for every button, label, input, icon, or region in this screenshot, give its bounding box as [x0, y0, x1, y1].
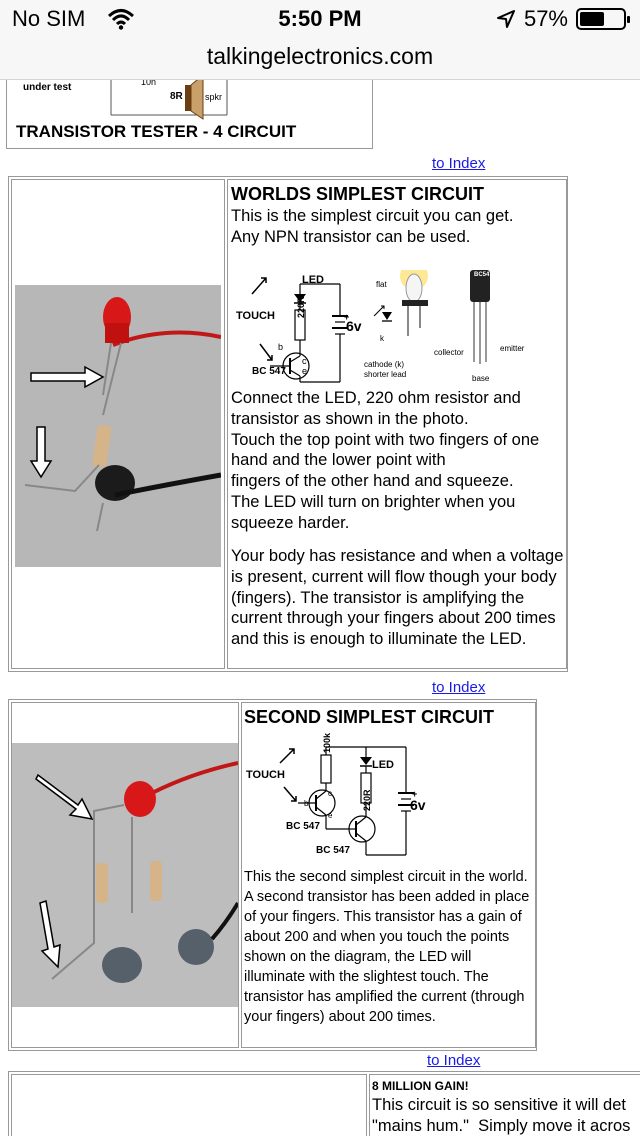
diag2-touch: TOUCH	[246, 769, 285, 781]
section-worlds-simplest	[8, 176, 568, 672]
section-title-2: SECOND SIMPLEST CIRCUIT	[244, 707, 495, 727]
diag1-emitter: emitter	[500, 344, 525, 353]
section-body-4: This circuit is so sensitive it will det "mains hum." Simply move it acros	[372, 1096, 631, 1135]
two-transistor-photo	[12, 743, 238, 1007]
diag1-touch: TOUCH	[236, 310, 275, 322]
diag1-plus: +	[344, 312, 350, 322]
status-time: 5:50 PM	[278, 6, 362, 31]
diag2-100k: 100k	[322, 732, 332, 753]
diag2-led: LED	[372, 759, 394, 771]
diag2-volt: 6v	[410, 797, 426, 813]
photo-cell-3	[11, 1074, 367, 1136]
tester-caption: TRANSISTOR TESTER - 4 CIRCUIT	[16, 122, 297, 141]
diag2-c: c	[328, 789, 332, 798]
label-10n: 10n	[141, 80, 157, 87]
photo-cell-2	[11, 702, 239, 1048]
circuit-photo-2	[12, 743, 238, 1007]
carrier-label: No SIM	[12, 6, 86, 31]
section-body-2: Your body has resistance and when a voltage is present, current will flow though your body (fingers). The transistor is amplifying the current through your fingers about 200 times and this is enough to illuminate the LED.	[231, 547, 564, 649]
section-body-1: Connect the LED, 220 ohm resistor and transistor as shown in the photo. Touch the top point with two fingers of one hand and the lower point with fingers of the other hand and squeeze. The LED will turn on brighter when you squeeze harder.	[231, 389, 540, 532]
battery-fill	[580, 12, 604, 26]
text-cell	[227, 179, 567, 669]
to-index-link-3[interactable]: to Index	[427, 1052, 481, 1069]
diag1-flat: flat	[376, 280, 387, 289]
diag2-bc2: BC 547	[316, 845, 350, 856]
diag1-k: k	[380, 334, 384, 343]
to-index-link-1[interactable]: to Index	[432, 155, 486, 172]
diag1-pkg: BC547	[474, 272, 493, 278]
section-title: WORLDS SIMPLEST CIRCUIT	[231, 184, 484, 204]
diag1-e: e	[302, 366, 308, 376]
text-cell-3	[369, 1074, 640, 1136]
web-page	[0, 80, 640, 1136]
diag1-b: b	[278, 342, 284, 352]
circuit-photo-1	[15, 285, 221, 567]
label-spkr: spkr	[205, 92, 223, 102]
section-intro: This is the simplest circuit you can get. Any NPN transistor can be used.	[231, 207, 514, 246]
section-title-3: 8 MILLION GAIN!	[372, 1079, 469, 1093]
section-body-3: This the second simplest circuit in the world. A second transistor has been added in place of your fingers. This transistor has a gain of about 200 and when you touch the points shown on the diagram, the LED will illuminate with the slightest touch. The transistor has amplified the current (through your fingers) about 200 times.	[244, 869, 530, 1025]
address-bar[interactable]	[0, 40, 640, 80]
diag1-cathode: cathode (k)	[364, 360, 405, 369]
diag1-volt: 6v	[346, 318, 362, 334]
photo-cell	[11, 179, 225, 669]
text-cell-2	[241, 702, 536, 1048]
battery-percent: 57%	[523, 6, 568, 31]
diag1-led: LED	[302, 274, 324, 286]
diag1-c: c	[302, 356, 307, 366]
section-second-simplest	[8, 699, 537, 1051]
led-transistor-photo	[15, 285, 221, 567]
section-8-million-gain	[8, 1071, 640, 1136]
battery-icon	[576, 8, 626, 30]
location-arrow-icon	[496, 9, 516, 29]
url-text: talkingelectronics.com	[206, 43, 434, 69]
status-right	[496, 6, 626, 32]
to-index-link-2[interactable]: to Index	[432, 679, 486, 696]
diag1-220r: 220R	[296, 296, 306, 318]
diag1-shorter: shorter lead	[364, 370, 407, 379]
diag1-collector: collector	[434, 348, 464, 357]
diag2-220r: 220R	[362, 789, 372, 811]
diag1-bc: BC 547	[252, 366, 286, 377]
diag2-b: b	[304, 799, 309, 808]
diag1-base: base	[472, 374, 490, 383]
label-8r: 8R	[170, 91, 183, 102]
transistor-tester-box	[6, 80, 373, 149]
diag2-e: e	[328, 811, 333, 820]
diag2-plus: +	[412, 789, 418, 799]
diag2-bc1: BC 547	[286, 821, 320, 832]
status-bar	[0, 0, 640, 40]
under-test-label: under test	[23, 82, 72, 93]
